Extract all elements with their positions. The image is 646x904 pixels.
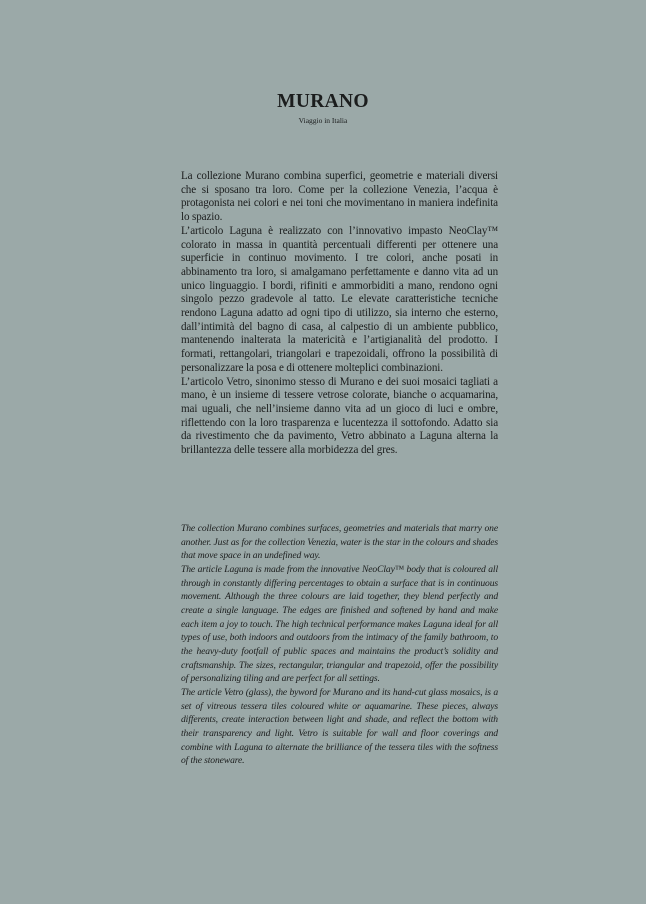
english-paragraph-intro: The collection Murano combines surfaces, geometries and materials that marry one another. Just as for the collection Venezia, water is the star in the colours and shades that move space in an undefined way.: [181, 523, 498, 562]
italian-description: [181, 170, 498, 458]
english-paragraph-vetro: The article Vetro (glass), the byword for Murano and its hand-cut glass mosaics, is a set of vitreous tessera tiles coloured white or aquamarine. These pieces, always differents, create interaction between light and shade, and reflect the bottom with their transparency and light. Vetro is suitable for wall and floor coverings and combine with Laguna to alternate the brilliance of the tessera tiles with the softness of the stoneware.: [181, 686, 498, 767]
page-title: MURANO: [277, 91, 369, 112]
english-paragraph-laguna: The article Laguna is made from the innovative NeoClay™ body that is coloured all through in constantly differing percentages to obtain a surface that is in continuous movement. Although the three colours are laid together, they blend perfectly and create a single language. The edges are finished and softened by hand and make each item a joy to touch. The high technical performance makes Laguna ideal for all types of use, both indoors and outdoors from the intimacy of the family bathroom, to the heavy-duty footfall of public spaces and maintains the product’s solidity and craftsmanship. The sizes, rectangular, triangular and trapezoid, offer the possibility of personalizing tiling and are perfect for all settings.: [181, 563, 498, 685]
italian-paragraph-vetro: L’articolo Vetro, sinonimo stesso di Murano e dei suoi mosaici tagliati a mano, è un insieme di tessere vetrose colorate, bianche o acquamarina, mai uguali, che nell’insieme danno vita ad un gioco di luci e ombre, riflettendo con la loro trasparenza e lucentezza il sottofondo. Adatto sia da rivestimento che da pavimento, Vetro abbinato a Laguna alterna la brillantezza delle tessere alla morbidezza del gres.: [181, 375, 498, 457]
english-description: [181, 522, 498, 768]
italian-paragraph-intro: La collezione Murano combina superfici, geometrie e materiali diversi che si sposano tra loro. Come per la collezione Venezia, l’acqua è protagonista nei colori e nei toni che movimentano in maniera indefinita lo spazio.: [181, 170, 498, 224]
italian-paragraph-laguna: L’articolo Laguna è realizzato con l’innovativo impasto NeoClay™ colorato in massa in quantità percentuali differenti per ottenere una superficie in continuo movimento. I tre colori, anche posati in abbinamento tra loro, si amalgamano perfettamente e danno vita ad un unico linguaggio. I bordi, rifiniti e ammorbiditi a mano, rendono ogni singolo pezzo gradevole al tatto. Le elevate caratteristiche tecniche rendono Laguna adatto ad ogni tipo di utilizzo, sia interno che esterno, dall’intimità del bagno di casa, al calpestio di un ambiente pubblico, mantenendo inalterata la matericità e l’artigianalità del prodotto. I formati, rettangolari, triangolari e trapezoidali, offrono la possibilità di personalizzare la posa e di ottenere molteplici combinazioni.: [181, 224, 498, 374]
page-subtitle: Viaggio in Italia: [298, 116, 348, 125]
page-header: [0, 90, 646, 126]
